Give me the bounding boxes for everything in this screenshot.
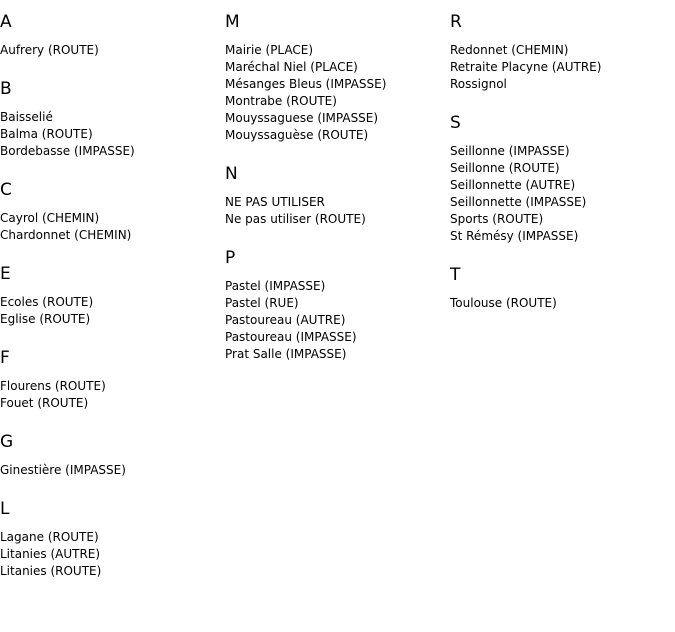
street-item[interactable]: St Rémésy (IMPASSE): [450, 229, 579, 243]
letter-heading: A: [0, 12, 12, 32]
street-item[interactable]: NE PAS UTILISER: [225, 195, 325, 209]
street-item[interactable]: Pastoureau (IMPASSE): [225, 330, 357, 344]
street-list: [0, 42, 220, 59]
letter-group-e: [0, 262, 220, 328]
street-item[interactable]: Sports (ROUTE): [450, 212, 544, 226]
letter-heading: M: [225, 12, 240, 32]
street-item[interactable]: Litanies (AUTRE): [0, 547, 101, 561]
index-column-1: [0, 10, 220, 598]
street-item[interactable]: Pastel (IMPASSE): [225, 279, 326, 293]
letter-heading: G: [0, 432, 14, 452]
street-list: [225, 42, 445, 144]
street-item[interactable]: Eglise (ROUTE): [0, 312, 91, 326]
street-item[interactable]: Seillonne (ROUTE): [450, 161, 560, 175]
street-list: [0, 294, 220, 328]
street-list: [0, 210, 220, 244]
street-list: [450, 295, 670, 312]
street-item[interactable]: Bordebasse (IMPASSE): [0, 144, 135, 158]
letter-heading: N: [225, 164, 238, 184]
letter-group-r: [450, 10, 670, 93]
street-list: [225, 194, 445, 228]
street-list: [450, 42, 670, 93]
letter-heading: E: [0, 264, 11, 284]
street-list: [225, 278, 445, 363]
street-item[interactable]: Seillonnette (AUTRE): [450, 178, 576, 192]
street-list: [0, 109, 220, 160]
street-item[interactable]: Mouyssaguese (IMPASSE): [225, 111, 379, 125]
street-item[interactable]: Pastel (RUE): [225, 296, 299, 310]
street-item[interactable]: Aufrery (ROUTE): [0, 43, 99, 57]
street-item[interactable]: Ginestière (IMPASSE): [0, 463, 126, 477]
letter-group-p: [225, 246, 445, 363]
index-column-3: [450, 10, 670, 330]
street-list: [0, 378, 220, 412]
street-item[interactable]: Mésanges Bleus (IMPASSE): [225, 77, 387, 91]
street-item[interactable]: Baisselié: [0, 110, 53, 124]
street-item[interactable]: Fouet (ROUTE): [0, 396, 89, 410]
street-list: [0, 529, 220, 580]
street-item[interactable]: Mairie (PLACE): [225, 43, 314, 57]
street-item[interactable]: Balma (ROUTE): [0, 127, 93, 141]
street-item[interactable]: Retraite Placyne (AUTRE): [450, 60, 602, 74]
letter-heading: F: [0, 348, 10, 368]
street-item[interactable]: Cayrol (CHEMIN): [0, 211, 100, 225]
street-item[interactable]: Seillonnette (IMPASSE): [450, 195, 587, 209]
letter-group-l: [0, 497, 220, 580]
street-item[interactable]: Pastoureau (AUTRE): [225, 313, 346, 327]
index-column-2: [225, 10, 445, 381]
letter-heading: S: [450, 113, 461, 133]
letter-group-f: [0, 346, 220, 412]
street-item[interactable]: Rossignol: [450, 77, 507, 91]
letter-heading: L: [0, 499, 10, 519]
letter-group-b: [0, 77, 220, 160]
letter-heading: P: [225, 248, 236, 268]
street-item[interactable]: Redonnet (CHEMIN): [450, 43, 569, 57]
street-item[interactable]: Litanies (ROUTE): [0, 564, 102, 578]
street-list: [450, 143, 670, 245]
street-list: [0, 462, 220, 479]
letter-heading: C: [0, 180, 12, 200]
letter-group-m: [225, 10, 445, 144]
street-item[interactable]: Maréchal Niel (PLACE): [225, 60, 358, 74]
letter-heading: R: [450, 12, 462, 32]
letter-group-n: [225, 162, 445, 228]
street-item[interactable]: Flourens (ROUTE): [0, 379, 106, 393]
street-item[interactable]: Montrabe (ROUTE): [225, 94, 337, 108]
letter-group-a: [0, 10, 220, 59]
letter-heading: B: [0, 79, 12, 99]
street-item[interactable]: Prat Salle (IMPASSE): [225, 347, 347, 361]
street-item[interactable]: Toulouse (ROUTE): [450, 296, 557, 310]
letter-group-g: [0, 430, 220, 479]
street-item[interactable]: Mouyssaguèse (ROUTE): [225, 128, 369, 142]
street-item[interactable]: Ecoles (ROUTE): [0, 295, 94, 309]
street-item[interactable]: Ne pas utiliser (ROUTE): [225, 212, 366, 226]
street-item[interactable]: Lagane (ROUTE): [0, 530, 99, 544]
letter-group-s: [450, 111, 670, 245]
letter-group-c: [0, 178, 220, 244]
letter-group-t: [450, 263, 670, 312]
street-item[interactable]: Chardonnet (CHEMIN): [0, 228, 132, 242]
street-item[interactable]: Seillonne (IMPASSE): [450, 144, 570, 158]
letter-heading: T: [450, 265, 461, 285]
